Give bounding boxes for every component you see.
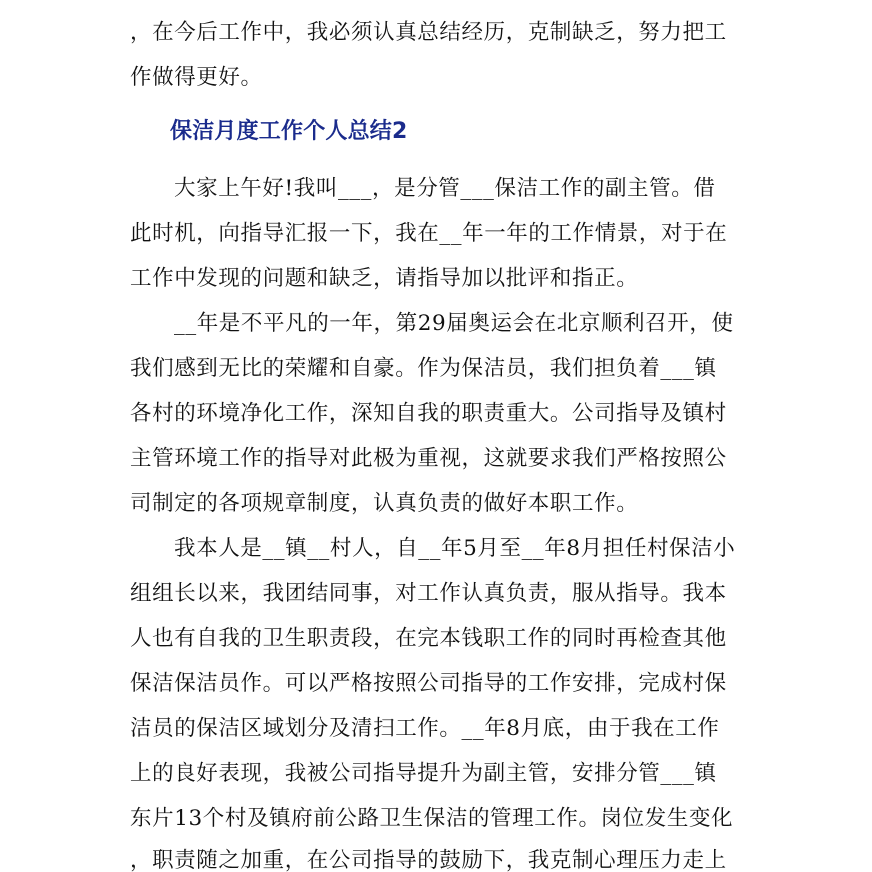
text-line: 工作中发现的问题和缺乏，请指导加以批评和指正。 (130, 266, 639, 291)
text-line: 我们感到无比的荣耀和自豪。作为保洁员，我们担负着___镇 (130, 356, 717, 381)
paragraph-first-line: 我本人是__镇__村人，自__年5月至__年8月担任村保洁小 (174, 536, 736, 561)
text-line: 组组长以来，我团结同事，对工作认真负责，服从指导。我本 (130, 581, 727, 606)
text-line: 主管环境工作的指导对此极为重视，这就要求我们严格按照公 (130, 446, 727, 471)
text-line: ，职责随之加重，在公司指导的鼓励下，我克制心理压力走上 (130, 848, 727, 872)
text-line: 司制定的各项规章制度，认真负责的做好本职工作。 (130, 491, 639, 516)
section-heading: 保洁月度工作个人总结2 (170, 119, 408, 144)
text-line: 各村的环境净化工作，深知自我的职责重大。公司指导及镇村 (130, 401, 727, 426)
text-line: 人也有自我的卫生职责段，在完本钱职工作的同时再检查其他 (130, 626, 727, 651)
text-line: 洁员的保洁区域划分及清扫工作。__年8月底，由于我在工作 (130, 716, 720, 741)
text-line: 东片13个村及镇府前公路卫生保洁的管理工作。岗位发生变化 (130, 806, 734, 831)
text-line: 作做得更好。 (130, 65, 263, 90)
text-line: 保洁保洁员作。可以严格按照公司指导的工作安排，完成村保 (130, 671, 727, 696)
text-line: 此时机，向指导汇报一下，我在__年一年的工作情景，对于在 (130, 221, 728, 246)
paragraph-first-line: 大家上午好!我叫___，是分管___保洁工作的副主管。借 (174, 176, 716, 201)
paragraph-first-line: __年是不平凡的一年，第29届奥运会在北京顺利召开，使 (174, 311, 734, 336)
text-line: 上的良好表现，我被公司指导提升为副主管，安排分管___镇 (130, 761, 717, 786)
text-line: ，在今后工作中，我必须认真总结经历，克制缺乏，努力把工 (130, 20, 727, 45)
